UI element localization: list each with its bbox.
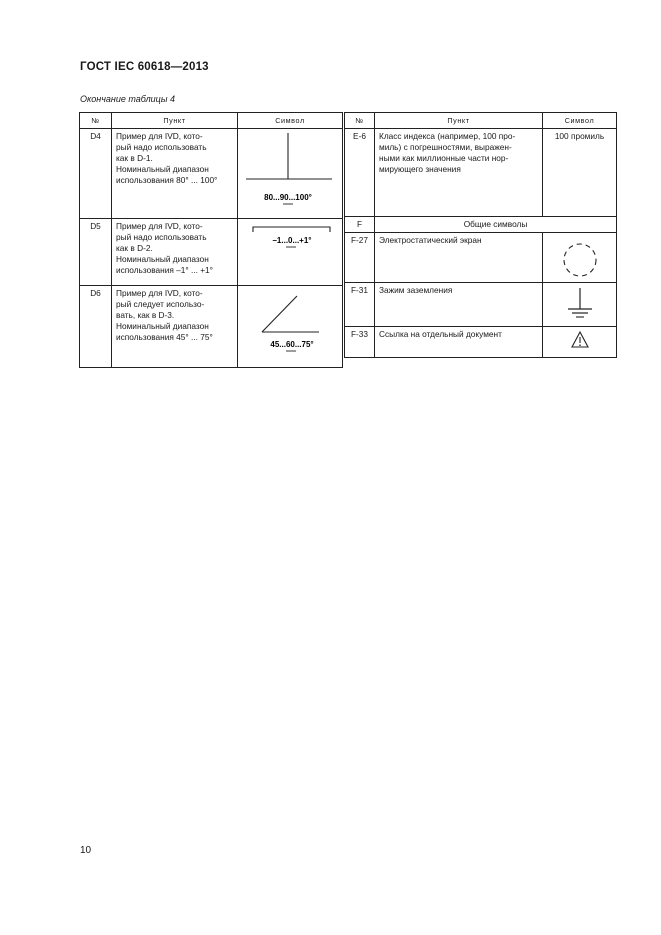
right-header-row (345, 113, 617, 129)
row-description: Зажим заземления (375, 282, 543, 326)
description-line: Пример для IVD, кото- (116, 131, 203, 141)
row-description (112, 129, 238, 219)
description-line: Номинальный диапазон (116, 320, 209, 331)
symbol-text: 100 промиль (543, 129, 617, 217)
symbol-cell (543, 282, 617, 326)
table-caption: Окончание таблицы 4 (80, 94, 175, 104)
description-line: рый надо использовать (116, 141, 207, 152)
description-line: ными как миллионные части нор- (379, 152, 509, 163)
symbol-cell (543, 232, 617, 282)
symbol-scale-label: 45...60...75° (270, 339, 314, 349)
left-header-row (80, 113, 343, 129)
description-line: Номинальный диапазон (116, 163, 209, 174)
symbol-cell (238, 218, 343, 285)
left-col-symbol-header: Символ (238, 113, 343, 129)
symbol-scale-label: 80...90...100° (264, 193, 312, 202)
section-title: Общие символы (375, 217, 617, 233)
right-col-num-header: № (345, 113, 375, 129)
table-row (345, 129, 617, 217)
section-row (345, 217, 617, 233)
row-description: Ссылка на отдельный документ (375, 326, 543, 357)
horizontal-level-scale-icon (238, 219, 343, 282)
left-col-num-header: № (80, 113, 112, 129)
row-number: F-31 (345, 282, 375, 326)
description-line: Класс индекса (например, 100 про- (379, 131, 516, 141)
symbol-scale-label: –1...0...+1° (272, 235, 312, 245)
row-description (375, 129, 543, 217)
right-col-symbol-header: Символ (543, 113, 617, 129)
inclined-angle-scale-icon (238, 286, 343, 364)
description-line: вать, как в D-3. (116, 309, 175, 320)
row-number: F-33 (345, 326, 375, 357)
table-row (345, 232, 617, 282)
row-number: D4 (80, 129, 112, 219)
table-row (80, 285, 343, 367)
table-row (345, 282, 617, 326)
left-col-item-header: Пункт (112, 113, 238, 129)
description-line: миль) с погрешностями, выражен- (379, 141, 512, 152)
description-line: рый следует использо- (116, 298, 205, 309)
row-description: Электростатический экран (375, 232, 543, 282)
table-row (345, 326, 617, 357)
row-description (112, 218, 238, 285)
description-line: Номинальный диапазон (116, 253, 209, 264)
vertical-pointer-scale-icon (238, 129, 343, 215)
right-table (344, 112, 617, 358)
row-number: D6 (80, 285, 112, 367)
symbol-cell (238, 129, 343, 219)
earth-terminal-icon (543, 283, 617, 323)
description-line: как в D-1. (116, 152, 153, 163)
description-line: использования 45° ... 75° (116, 331, 213, 342)
description-line: Пример для IVD, кото- (116, 220, 203, 231)
description-line: использования 80° ... 100° (116, 174, 218, 185)
row-number: D5 (80, 218, 112, 285)
table-row (80, 129, 343, 219)
symbol-cell (543, 326, 617, 357)
section-number: F (345, 217, 375, 233)
warning-triangle-icon (543, 327, 617, 354)
right-col-item-header: Пункт (375, 113, 543, 129)
table-row (80, 218, 343, 285)
left-table (79, 112, 343, 368)
description-line: рый надо использовать (116, 231, 207, 242)
symbol-cell (238, 285, 343, 367)
electrostatic-screen-icon (543, 233, 617, 279)
row-number: F-27 (345, 232, 375, 282)
description-line: Пример для IVD, кото- (116, 287, 203, 298)
document-header: ГОСТ IEC 60618—2013 (80, 61, 209, 73)
description-line: мирующего значения (379, 163, 461, 174)
row-number: E-6 (345, 129, 375, 217)
description-line: использования –1° ... +1° (116, 264, 213, 275)
description-line: как в D-2. (116, 242, 153, 253)
row-description (112, 285, 238, 367)
page-number: 10 (80, 845, 92, 856)
